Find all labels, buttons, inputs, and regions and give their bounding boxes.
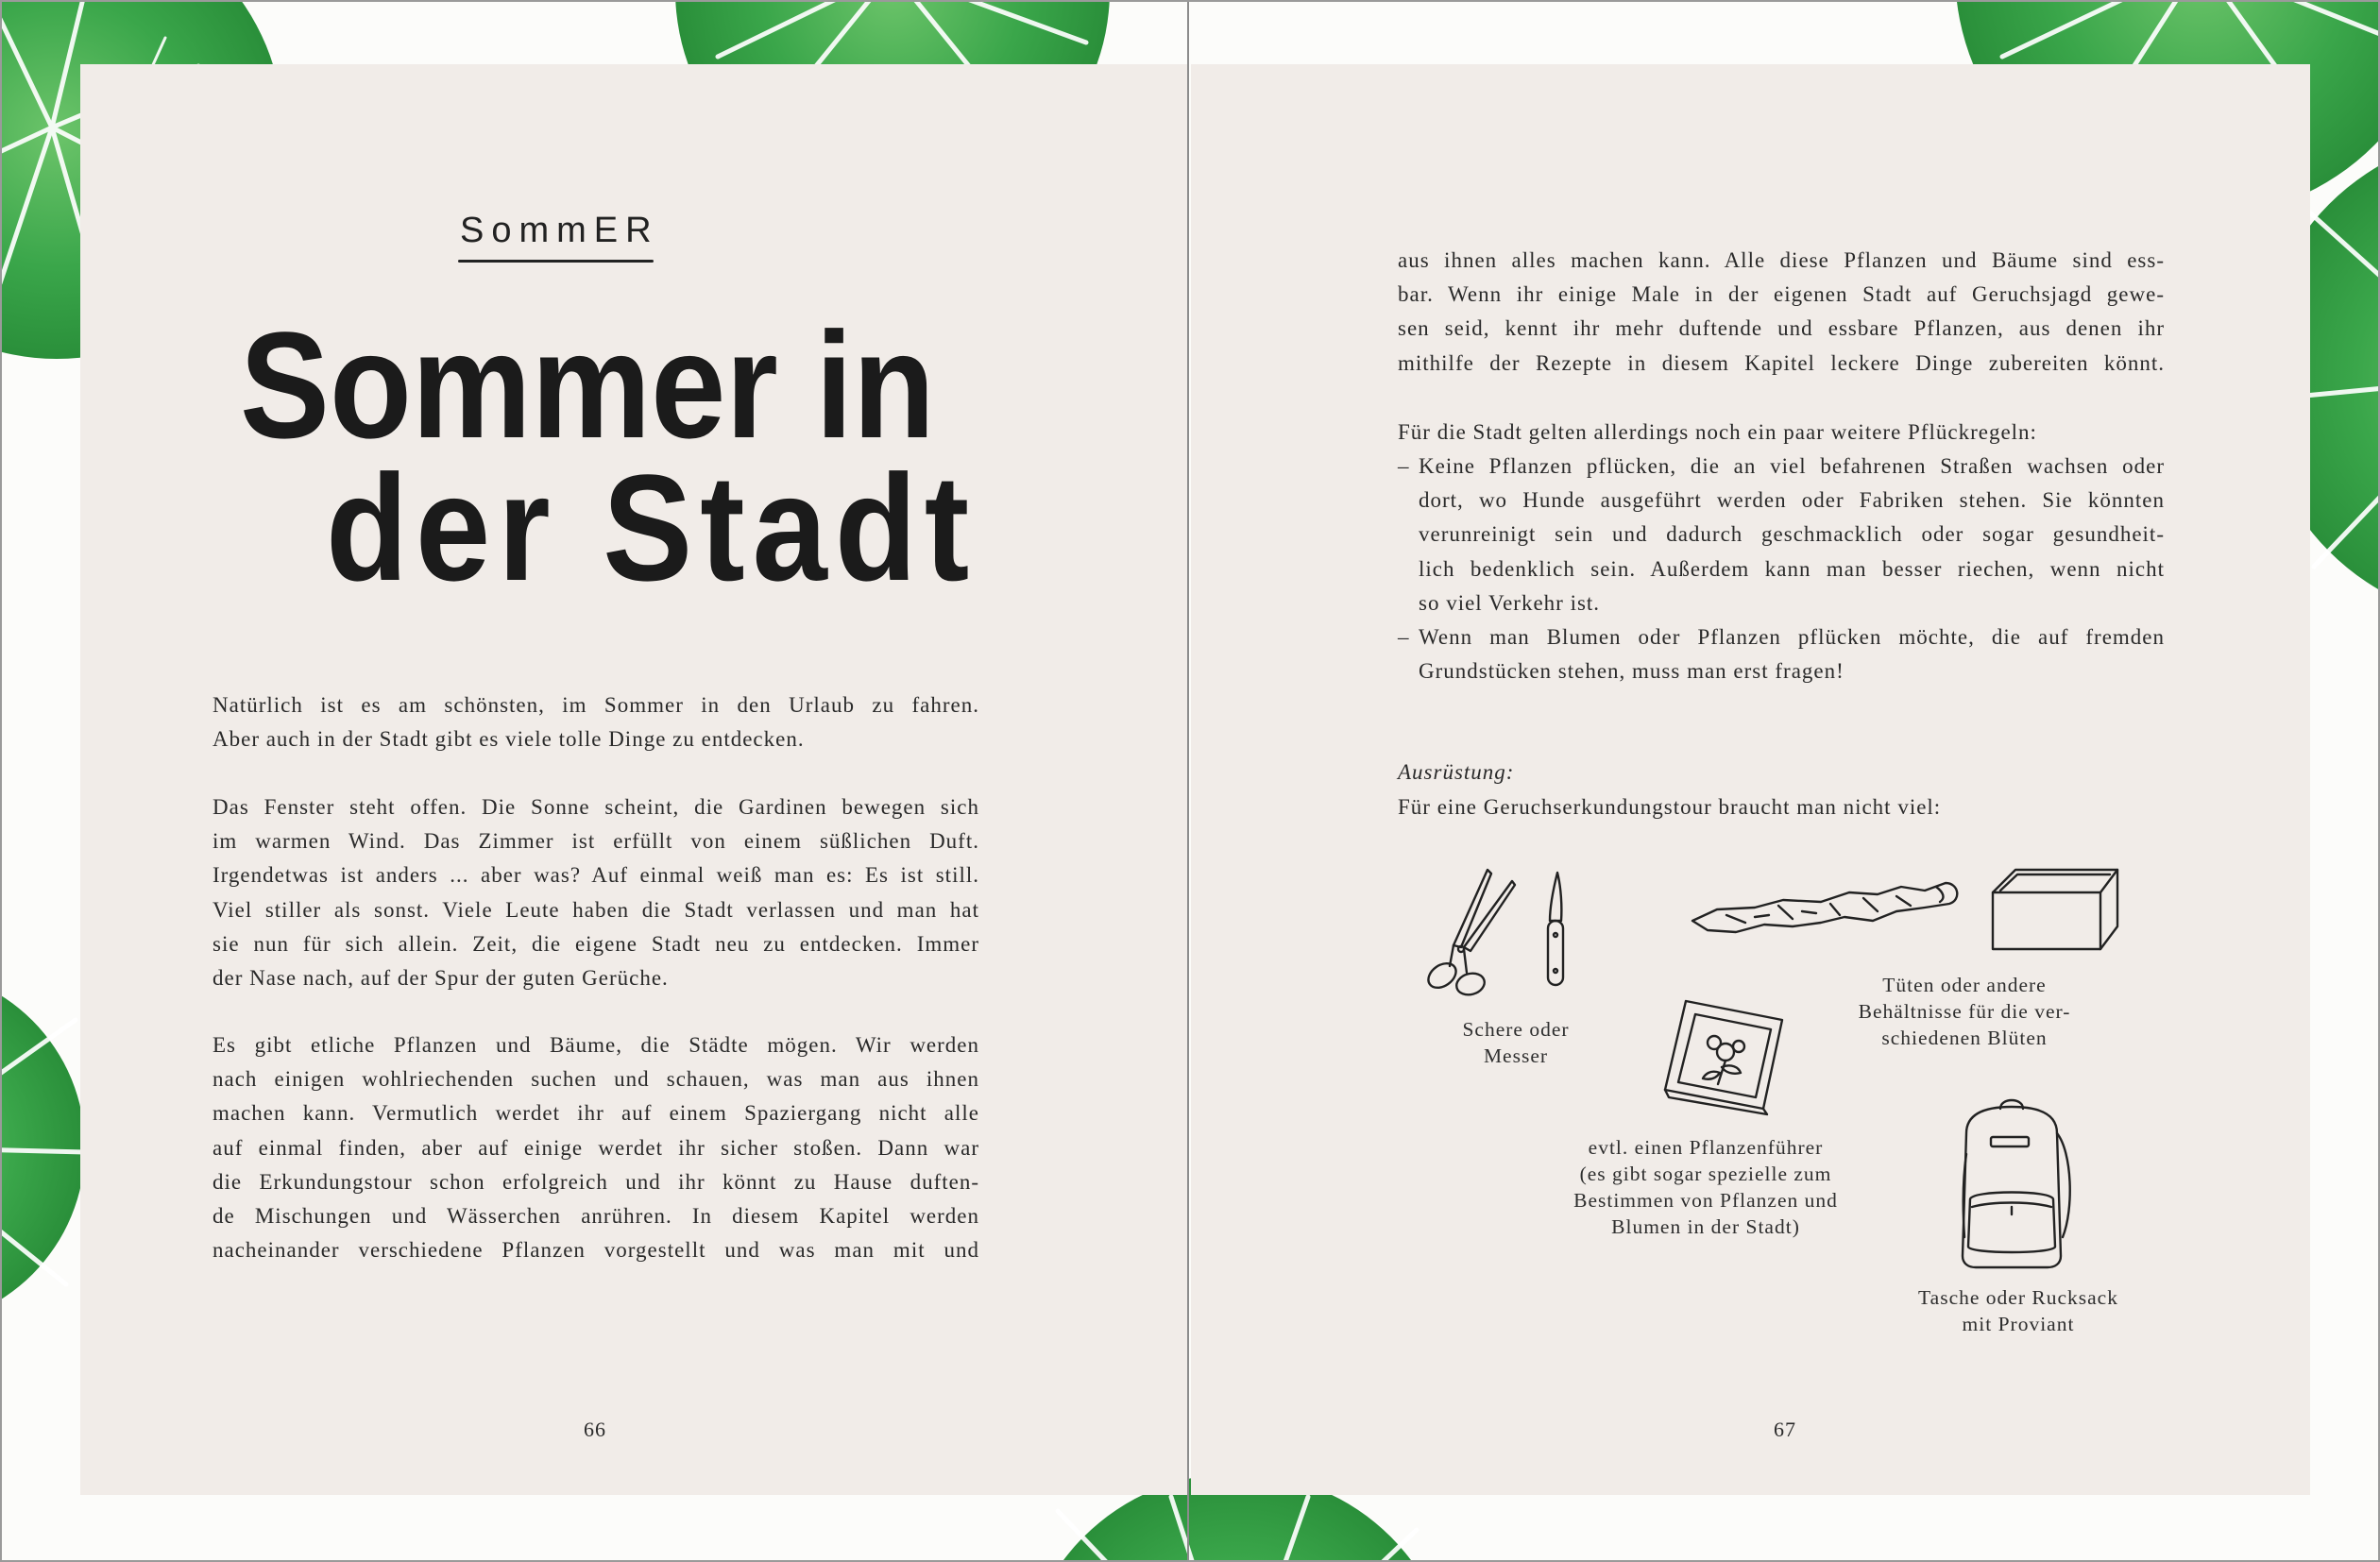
caption-line: Tüten oder andere [1882,974,2047,996]
paragraph [212,1028,979,1267]
text-line: lich bedenklich sein. Außerdem kann man besser riechen, wenn nicht [1419,556,2165,581]
paragraph [1398,244,2165,381]
text-line: auf einmal finden, aber auf einige werdet ihr sicher stoßen. Dann war [212,1135,979,1160]
text-line: dort, wo Hunde ausgeführt werden oder Fabriken stehen. Sie könnten [1419,488,2165,513]
equipment-intro [1398,790,2165,824]
text-line: Viel stiller als sonst. Viele Leute haben die Stadt verlassen und man hat [212,897,979,922]
text-line: aus ihnen alles machen kann. Alle diese Pflanzen und Bäume sind ess- [1398,248,2165,272]
text-line: Grundstücken stehen, muss man erst fragen! [1419,659,1844,684]
backpack-icon [1946,1095,2078,1271]
rule-text [1419,620,2165,688]
text-line: so viel Verkehr ist. [1419,590,1601,615]
cloth-bag-icon [1689,874,1963,945]
item-caption [1517,1134,1895,1240]
text-line: machen kann. Vermutlich werdet ihr auf einem Spaziergang nicht alle [212,1101,979,1126]
text-line: Es gibt etliche Pflanzen und Bäume, die Städte mögen. Wir werden [212,1033,979,1057]
page-number-left: 66 [584,1418,606,1441]
caption-line: Schere oder [1462,1018,1570,1041]
text-line: nacheinander verschiedene Pflanzen vorgestellt und was man mit und [212,1238,979,1263]
caption-line: Tasche oder Rucksack [1918,1286,2118,1309]
caption-line: evtl. einen Pflanzenführer [1588,1136,1824,1159]
text-line: mithilfe der Rezepte in diesem Kapitel leckere Dinge zubereiten könnt. [1398,350,2165,375]
text-line: Für eine Geruchserkundungstour braucht man nicht viel: [1398,795,1942,819]
text-line: Wenn man Blumen oder Pflanzen pflücken möchte, die auf fremden [1419,625,2165,649]
text-line: der Nase nach, auf der Spur der guten Gerüche. [212,965,669,990]
box-icon [1987,864,2121,959]
text-line: sen seid, kennt ihr mehr duftende und essbare Pflanzen, aus denen ihr [1398,316,2165,341]
paragraph [212,790,979,995]
text-line: verunreinigt sein und dadurch geschmacklich oder sogar gesundheit- [1419,522,2165,547]
text-line: Ausrüstung: [1398,760,1515,784]
caption-line: mit Proviant [1962,1313,2075,1335]
equipment-heading [1398,756,2165,789]
text-line: bar. Wenn ihr einige Male in der eigenen Stadt auf Geruchsjagd gewe- [1398,282,2165,307]
section-label: SommER [460,211,659,250]
text-line: Für die Stadt gelten allerdings noch ein paar weitere Pflückregeln: [1398,420,2037,444]
scissors-icon [1421,864,1530,1001]
chapter-title-line: der Stadt [326,443,978,612]
item-caption [1829,1284,2207,1337]
caption-line: schiedenen Blüten [1881,1027,2048,1049]
page-number-right: 67 [1774,1418,1796,1441]
caption-line: Behältnisse für die ver- [1858,1000,2071,1023]
caption-line: Messer [1483,1044,1549,1067]
caption-line: Bestimmen von Pflanzen und [1573,1189,1838,1212]
text-line: de Mischungen und Wässerchen anrühren. In diesem Kapitel werden [212,1203,979,1228]
text-line: Aber auch in der Stadt gibt es viele tolle Dinge zu entdecken. [212,727,805,752]
caption-line: (es gibt sogar spezielle zum [1579,1163,1832,1185]
text-line: die Erkundungstour schon erfolgreich und ihr könnt zu Hause duften- [212,1169,979,1194]
paragraph [212,688,979,756]
pocket-knife-icon [1537,869,1574,992]
text-line: im warmen Wind. Das Zimmer ist erfüllt von einem süßlichen Duft. [212,829,979,854]
text-line: Natürlich ist es am schönsten, im Sommer in den Urlaub zu fahren. [212,693,979,717]
text-line: Das Fenster steht offen. Die Sonne scheint, die Gardinen bewegen sich [212,795,979,819]
text-line: nach einigen wohlriechenden suchen und schauen, was man aus ihnen [212,1067,979,1092]
item-caption [1327,1016,1705,1069]
section-label-underline [458,260,654,263]
text-line: Keine Pflanzen pflücken, die an viel befahrenen Straßen wachsen oder [1419,454,2165,478]
plant-guide-book-icon [1658,993,1788,1116]
rule-text [1419,450,2165,620]
item-caption [1776,972,2153,1051]
rules-intro [1398,416,2165,450]
chapter-title-line: Sommer in [240,300,935,469]
list-bullet: – [1398,454,1409,478]
text-line: sie nun für sich allein. Zeit, die eigene Stadt neu zu entdecken. Immer [212,931,979,956]
list-bullet: – [1398,625,1409,649]
caption-line: Blumen in der Stadt) [1611,1215,1800,1238]
text-line: Irgendetwas ist anders ... aber was? Auf einmal weiß man es: Es ist still. [212,863,979,888]
page-gutter [1187,0,1189,1562]
